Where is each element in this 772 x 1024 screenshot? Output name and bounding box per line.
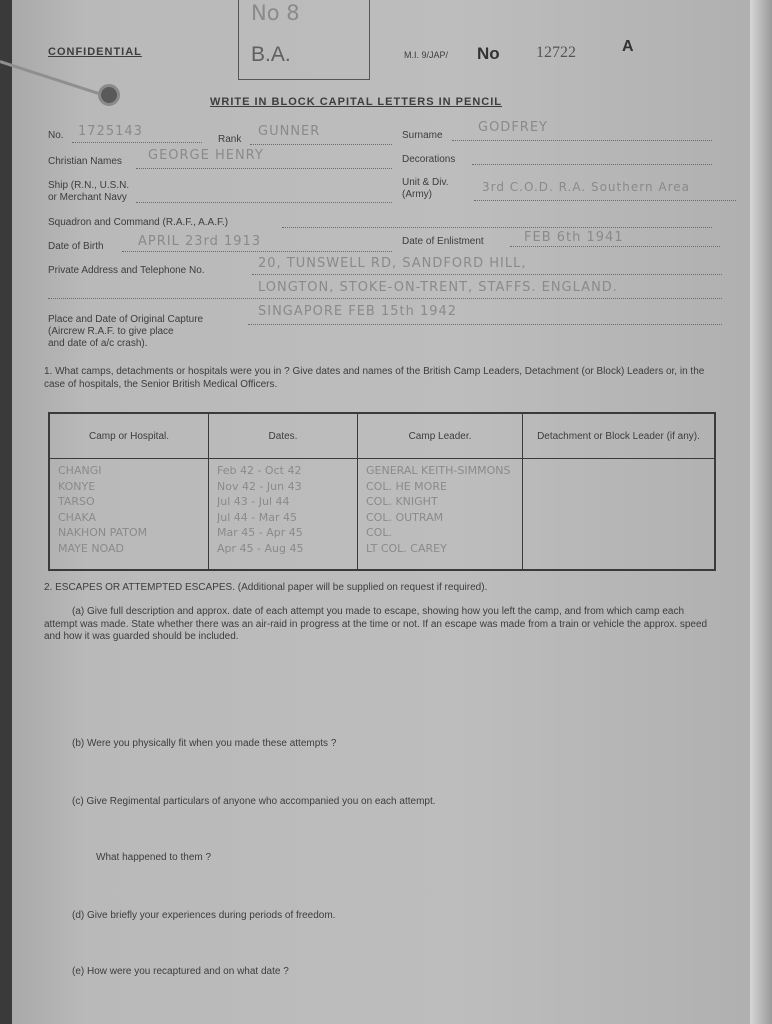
serial-suffix: A [622,38,634,55]
rank-value: GUNNER [258,124,321,139]
unit-label-line1: Unit & Div. [402,177,449,188]
date-entry: Jul 44 - Mar 45 [217,510,297,524]
camp-entry: NAKHON PATOM [58,526,148,539]
question-2c: (c) Give Regimental particulars of anyone who accompanied you on each attempt. [72,796,436,807]
squadron-label: Squadron and Command (R.A.F., A.A.F.) [48,217,229,228]
date-entry: Mar 45 - Apr 45 [217,526,303,539]
capture-label-line2: (Aircrew R.A.F. to give place [48,326,174,337]
leader-entry: GENERAL KEITH-SIMMONS [366,464,511,477]
question-2c-followup: What happened to them ? [96,852,212,863]
rank-label: Rank [218,134,242,145]
camp-column [49,459,209,571]
camp-table [48,412,716,571]
question-2b: (b) Were you physically fit when you made these attempts ? [72,738,337,749]
date-entry: Jul 43 - Jul 44 [217,495,290,508]
question-2a: (a) Give full description and approx. date of each attempt you made to escape, showing how you left the camp, and from which camp each attempt was made. State whether there was an air-raid in progress at the time or not. If an escape was made from a train or vehicle the approx. speed and how it was guarded should be included. [44,606,708,642]
block-stamp [238,0,370,80]
date-entry: Nov 42 - Jun 43 [217,479,302,493]
dates-column [209,459,358,571]
enlistment-value: FEB 6th 1941 [524,230,624,245]
form-page [12,0,752,1024]
number-symbol: No [477,44,500,63]
confidential-label: CONFIDENTIAL [48,46,142,58]
date-of-birth-value: APRIL 23rd 1913 [138,234,262,249]
stamp-code: B.A. [251,43,291,66]
capture-label-line1: Place and Date of Original Capture [48,314,204,325]
unit-value: 3rd C.O.D. R.A. Southern Area [482,180,690,194]
surname-value: GODFREY [478,120,548,135]
leader-entry: COL. [366,526,392,539]
address-label: Private Address and Telephone No. [48,265,205,276]
address-value-line1: 20, TUNSWELL RD, SANDFORD HILL, [258,256,527,271]
section-2-title: 2. ESCAPES OR ATTEMPTED ESCAPES. (Additional paper will be supplied on request if required). [44,582,488,593]
decorations-label: Decorations [402,154,456,165]
question-2d: (d) Give briefly your experiences during periods of freedom. [72,910,336,921]
capture-label-line3: and date of a/c crash). [48,338,148,349]
camp-leader-header: Camp Leader. [358,413,523,459]
ship-label-line1: Ship (R.N., U.S.N. [48,180,130,191]
christian-names-value: GEORGE HENRY [148,148,264,163]
ship-label-line2: or Merchant Navy [48,192,127,203]
stamp-number: No 8 [251,1,300,25]
binder-edge [750,0,772,1024]
question-2e: (e) How were you recaptured and on what date ? [72,966,289,977]
camp-header: Camp or Hospital. [49,413,209,459]
camp-entry: TARSO [58,495,95,508]
date-entry: Apr 45 - Aug 45 [217,541,304,555]
leader-entry: LT COL. CAREY [366,541,447,555]
form-reference: M.I. 9/JAP/ [404,50,449,60]
camp-entry: KONYE [58,479,96,493]
address-value-line2: LONGTON, STOKE-ON-TRENT, STAFFS. ENGLAND. [258,280,618,295]
question-1: 1. What camps, detachments or hospitals were you in ? Give dates and names of the British Camp Leaders, Detachment (or Block) Leaders or, in the case of hospitals, the Senior British Medical Officers. [44,366,705,390]
leader-entry: COL. OUTRAM [366,510,444,524]
form-instruction: WRITE IN BLOCK CAPITAL LETTERS IN PENCIL [210,96,502,108]
date-entry: Feb 42 - Oct 42 [217,464,302,477]
leader-entry: COL. KNIGHT [366,495,438,508]
christian-names-label: Christian Names [48,156,122,167]
date-of-birth-label: Date of Birth [48,241,104,252]
capture-value: SINGAPORE FEB 15th 1942 [258,304,458,319]
no-label: No. [48,130,64,141]
camp-entry: CHAKA [58,510,97,524]
camp-entry: CHANGI [58,464,102,477]
camp-entry: MAYE NOAD [58,541,125,555]
serial-number: 12722 [536,44,576,61]
binding-string [0,60,107,97]
leader-entry: COL. HE MORE [366,479,447,493]
dates-header: Dates. [209,413,358,459]
leader-column [358,459,523,571]
unit-label-line2: (Army) [402,189,432,200]
enlistment-label: Date of Enlistment [402,236,484,247]
grommet-hole [98,84,120,106]
no-value: 1725143 [78,124,143,139]
surname-label: Surname [402,130,443,141]
detachment-leader-header: Detachment or Block Leader (if any). [523,413,716,459]
detachment-column [523,459,716,571]
